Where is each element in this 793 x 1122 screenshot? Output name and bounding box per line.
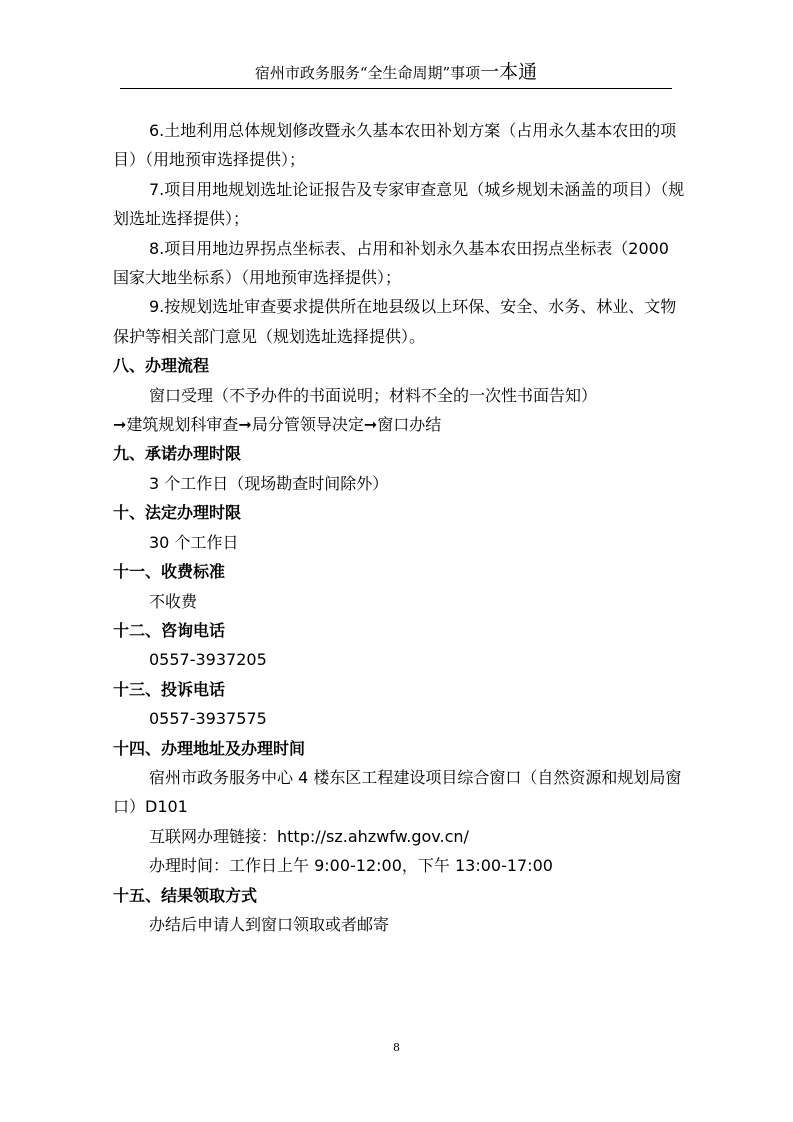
section-heading-result-pickup: 十五、结果领取方式: [113, 885, 258, 905]
promised-time-value: 3 个工作日（现场勘查时间除外）: [149, 473, 389, 493]
address-value: 宿州市政务服务中心 4 楼东区工程建设项目综合窗口（自然资源和规划局窗口）D101: [113, 767, 682, 817]
document-body: [113, 116, 687, 939]
header-title-suffix: 一本通: [480, 61, 538, 83]
online-link-label: 互联网办理链接：: [149, 826, 278, 846]
complaint-phone-value: 0557-3937575: [149, 709, 267, 729]
online-link-line: [113, 822, 687, 851]
office-hours-value: 办理时间：工作日上午 9:00-12:00，下午 13:00-17:00: [149, 856, 553, 876]
fee-value: 不收费: [149, 591, 198, 611]
page-header: [120, 62, 672, 83]
section-heading-process: 八、办理流程: [113, 356, 210, 376]
section-heading-fee: 十一、收费标准: [113, 562, 226, 582]
page-number: 8: [393, 1041, 400, 1054]
process-line-2: ➞建筑规划科审查➞局分管领导决定➞窗口办结: [113, 415, 442, 435]
header-title: 宿州市政务服务“全生命周期”事项: [254, 64, 481, 82]
legal-time-value: 30 个工作日: [149, 532, 239, 552]
material-item-6: 6.土地利用总体规划修改暨永久基本农田补划方案（占用永久基本农田的项目）（用地预审选择提供）；: [113, 121, 677, 170]
header-divider: [120, 88, 672, 89]
section-heading-consult-phone: 十二、咨询电话: [113, 620, 226, 640]
consult-phone-value: 0557-3937205: [149, 650, 267, 670]
process-line-1: 窗口受理（不予办件的书面说明；材料不全的一次性书面告知）: [149, 385, 598, 405]
material-item-9: 9.按规划选址审查要求提供所在地县级以上环保、安全、水务、林业、文物保护等相关部门意见（规划选址选择提供）。: [113, 297, 677, 346]
online-link-url[interactable]: http://sz.ahzwfw.gov.cn/: [277, 826, 469, 846]
material-item-8: 8.项目用地边界拐点坐标表、占用和补划永久基本农田拐点坐标表（2000 国家大地坐标系）（用地预审选择提供）；: [113, 238, 669, 288]
result-pickup-value: 办结后申请人到窗口领取或者邮寄: [149, 914, 390, 934]
section-heading-legal-time: 十、法定办理时限: [113, 503, 242, 523]
section-heading-promised-time: 九、承诺办理时限: [113, 444, 242, 464]
section-heading-address-time: 十四、办理地址及办理时间: [113, 738, 306, 758]
section-heading-complaint-phone: 十三、投诉电话: [113, 679, 226, 699]
material-item-7: 7.项目用地规划选址论证报告及专家审查意见（城乡规划未涵盖的项目）（规划选址选择提供）；: [113, 179, 685, 229]
